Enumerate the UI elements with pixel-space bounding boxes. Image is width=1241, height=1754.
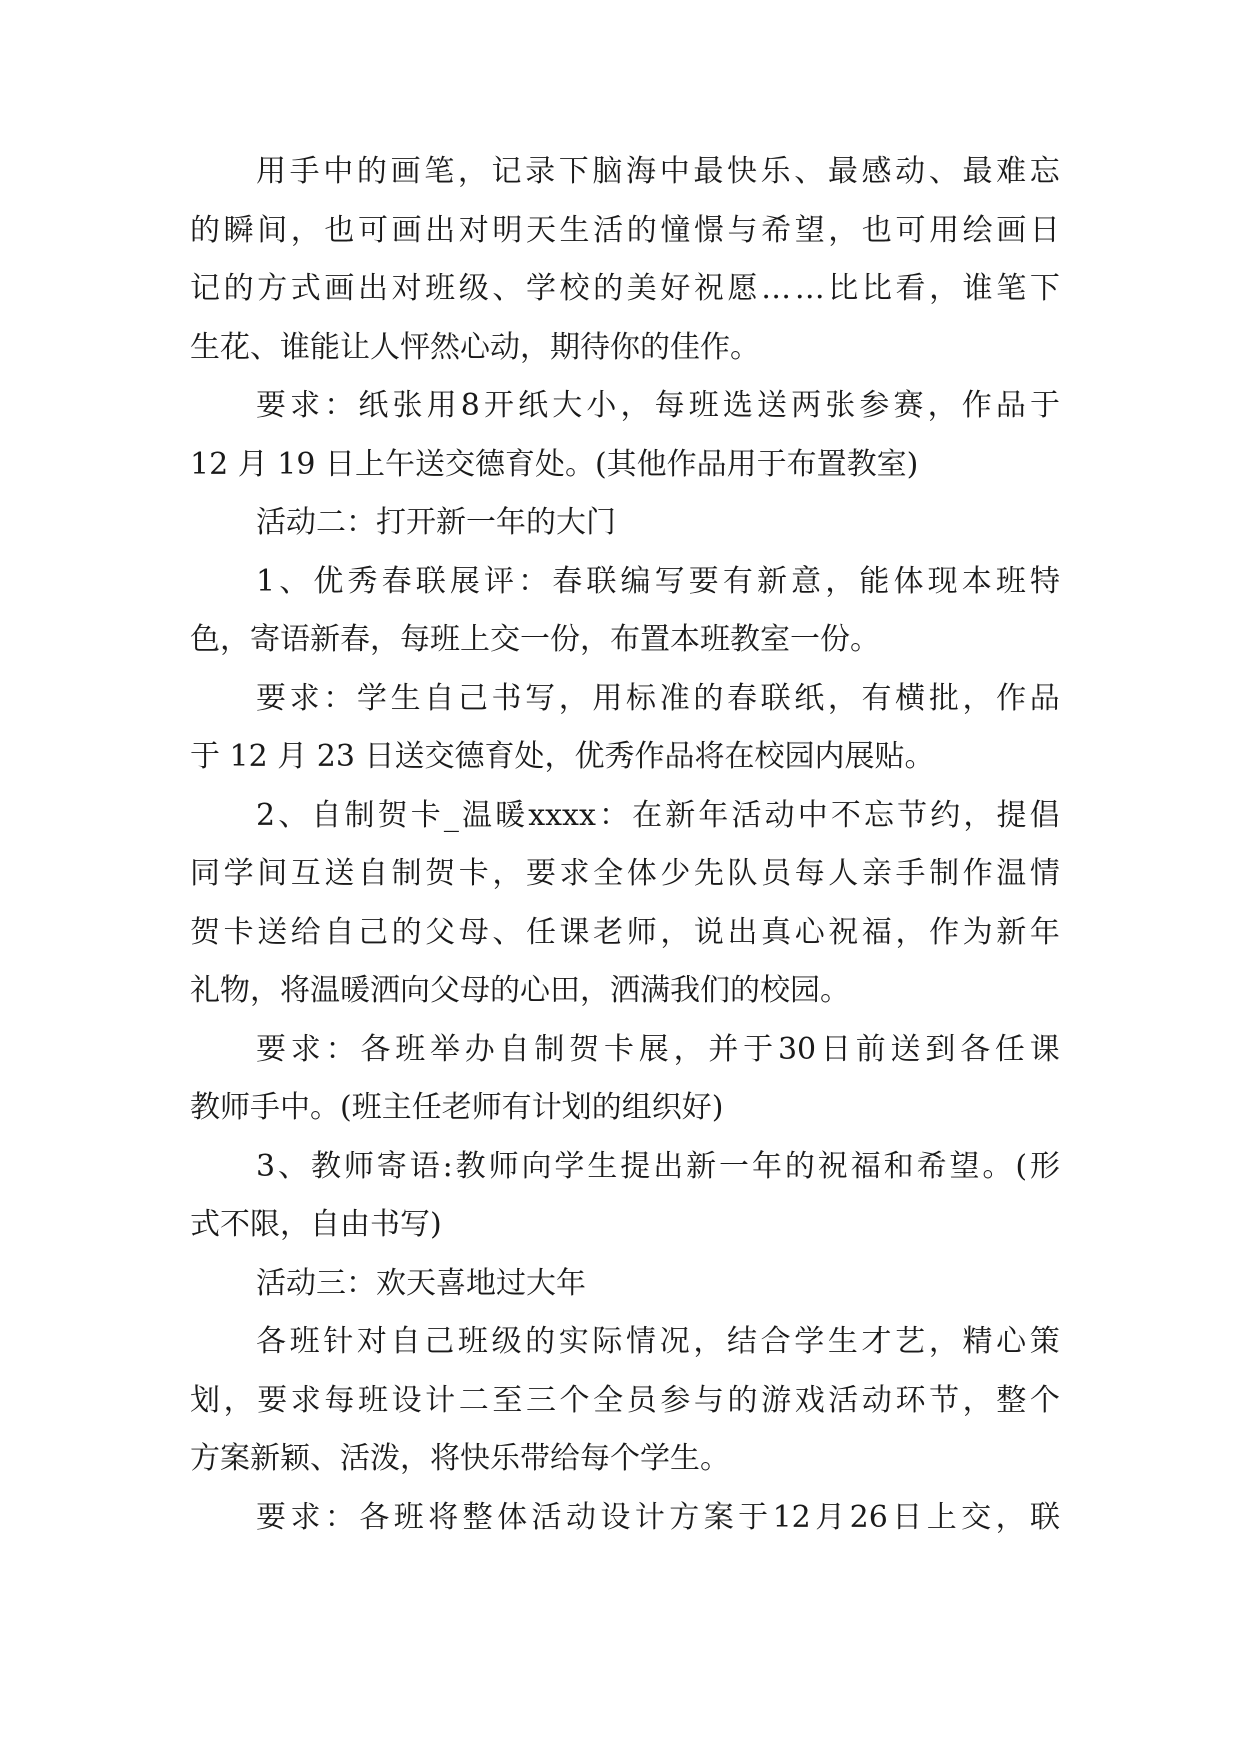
text-line: 要 求 ： 学 生 自 己 书 写 ， 用 标 准 的 春 联 纸 ， 有 横 批 ， 作 品: [256, 680, 1060, 716]
text-line: 3 、 教 师 寄 语 : 教 师 向 学 生 提 出 新 一 年 的 祝 福 和 希 望 。 ( 形: [256, 1148, 1060, 1184]
text-line: 礼物，将温暖洒向父母的心田，洒满我们的校园。: [190, 973, 850, 1008]
text-line: 2 、 自 制 贺 卡 _ 温 暖 xxxx ： 在 新 年 活 动 中 不 忘 节 约 ， 提 倡: [256, 797, 1060, 833]
paragraph: [190, 1489, 1060, 1548]
text-line: 方案新颖、活泼，将快乐带给每个学生。: [190, 1441, 730, 1476]
paragraph: [190, 1138, 1060, 1255]
paragraph: [190, 143, 1060, 377]
text-line: 同 学 间 互 送 自 制 贺 卡 ， 要 求 全 体 少 先 队 员 每 人 亲 手 制 作 温 情: [190, 856, 1060, 891]
paragraph: [190, 1021, 1060, 1138]
text-line: 贺 卡 送 给 自 己 的 父 母 、 任 课 老 师 ， 说 出 真 心 祝 福 ， 作 为 新 年: [190, 914, 1060, 950]
text-line: 要 求 ： 各 班 将 整 体 活 动 设 计 方 案 于 12 月 26 日 上 交 ， 联: [256, 1499, 1060, 1535]
text-line: 用 手 中 的 画 笔 ， 记 录 下 脑 海 中 最 快 乐 、 最 感 动 、 最 难 忘: [256, 154, 1060, 189]
text-line: 教师手中。(班主任老师有计划的组织好): [190, 1090, 724, 1125]
text-line: 生花、谁能让人怦然心动，期待你的佳作。: [190, 329, 760, 365]
text-line: 的 瞬 间 ， 也 可 画 出 对 明 天 生 活 的 憧 憬 与 希 望 ， 也 可 用 绘 画 日: [190, 212, 1060, 248]
text-line: 色，寄语新春，每班上交一份，布置本班教室一份。: [190, 622, 880, 657]
paragraph: [190, 494, 1060, 553]
paragraph: [190, 377, 1060, 494]
text-line: 要 求 ： 纸 张 用 8 开 纸 大 小 ， 每 班 选 送 两 张 参 赛 ， 作 品 于: [256, 388, 1060, 423]
text-line: 活动二：打开新一年的大门: [256, 505, 616, 540]
paragraph: [190, 787, 1060, 1021]
text-line: 式不限，自由书写): [190, 1207, 442, 1242]
paragraph: [190, 553, 1060, 670]
text-line: 12 月 19 日上午送交德育处。(其他作品用于布置教室): [190, 446, 919, 482]
document-body: [190, 143, 1060, 1547]
text-line: 于 12 月 23 日送交德育处，优秀作品将在校园内展贴。: [190, 739, 935, 774]
text-line: 记 的 方 式 画 出 对 班 级 、 学 校 的 美 好 祝 愿 … … 比 比 看 ， 谁 笔 下: [190, 271, 1060, 306]
text-line: 要 求 ： 各 班 举 办 自 制 贺 卡 展 ， 并 于 30 日 前 送 到 各 任 课: [256, 1031, 1060, 1067]
paragraph: [190, 1255, 1060, 1314]
text-line: 划 ， 要 求 每 班 设 计 二 至 三 个 全 员 参 与 的 游 戏 活 动 环 节 ， 整 个: [190, 1382, 1060, 1418]
text-line: 各 班 针 对 自 己 班 级 的 实 际 情 况 ， 结 合 学 生 才 艺 ， 精 心 策: [256, 1324, 1060, 1359]
text-line: 1 、 优 秀 春 联 展 评 ： 春 联 编 写 要 有 新 意 ， 能 体 现 本 班 特: [256, 563, 1060, 599]
paragraph: [190, 1313, 1060, 1489]
text-line: 活动三：欢天喜地过大年: [256, 1265, 586, 1301]
paragraph: [190, 670, 1060, 787]
